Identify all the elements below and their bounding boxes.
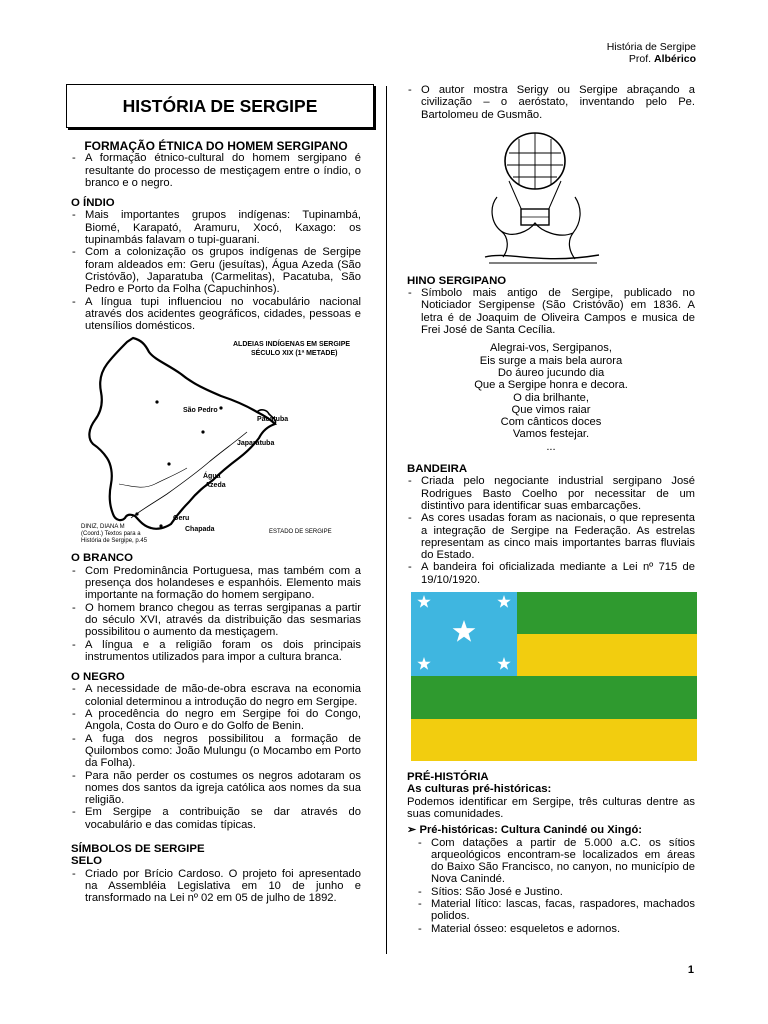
- page-title: HISTÓRIA DE SERGIPE: [122, 96, 318, 116]
- section-heading-negro: O NEGRO: [71, 671, 125, 684]
- flag-graphic: [411, 592, 697, 761]
- bandeira-list: [407, 475, 695, 586]
- list-item: - As cores usadas foram as nacionais, o que representa a integração de Sergipe na Federação. As estrelas representam as cinco mais importantes barras fluviais do Estado.: [407, 512, 695, 561]
- list-item: - A língua e a religião foram os dois principais instrumentos utilizados para impor a cultura branca.: [71, 639, 361, 664]
- seal-illustration: [479, 127, 609, 269]
- verse-line: Vamos festejar.: [512, 428, 590, 441]
- map-label-agua: Água: [203, 473, 221, 481]
- flag-stripe-yellow: [411, 719, 697, 761]
- page-number: 1: [687, 964, 694, 976]
- list-item: - Criada pelo negociante industrial sergipano José Rodrigues Basto Coelho por necessitar de um distintivo para identificar suas embarcações.: [407, 475, 695, 512]
- village-dot: [135, 513, 138, 516]
- list-item: - Com datações a partir de 5.000 a.C. os sítios arqueológicos encontram-se localizados em áreas do Baixo São Francisco, no canyon, no município de Nova Canindé.: [407, 837, 695, 886]
- verse-line: Que a Sergipe honra e decora.: [474, 379, 628, 392]
- list-item: - Criado por Brício Cardoso. O projeto foi apresentado na Assembléia Legislativa em 10 de junho e transformado na Lei nº 02 em 05 de julho de 1892.: [71, 868, 361, 905]
- section-heading-formacao: FORMAÇÃO ÉTNICA DO HOMEM SERGIPANO: [84, 139, 348, 153]
- left-column: [71, 140, 361, 904]
- river-line: [131, 432, 247, 518]
- arrow-icon: ➢: [407, 824, 420, 837]
- list-item: - A procedência do negro em Sergipe foi do Congo, Angola, Costa do Ouro e do Golfo de Benin.: [71, 708, 361, 733]
- list-item: - Sítios: São José e Justino.: [407, 886, 695, 898]
- list-item: - O autor mostra Serigy ou Sergipe abraçando a civilização – o aeróstato, inventando pelo Pe. Bartolomeu de Gusmão.: [407, 84, 695, 121]
- subheading-culturas: As culturas pré-históricas:: [407, 783, 552, 796]
- selo-list: [71, 868, 361, 905]
- map-label-pacatuba: Pacatuba: [257, 416, 289, 424]
- right-column: [407, 84, 695, 935]
- subheading-caninde: [407, 824, 695, 836]
- list-item: - O homem branco chegou as terras sergipanas a partir do século XVI, através da distribuição das sesmarias possibilitou o aumento da mestiçagem.: [71, 602, 361, 639]
- list-item: - Com a colonização os grupos indígenas de Sergipe foram aldeados em: Geru (jesuítas), Água Azeda (São Cristóvão), Japaratuba (Carmelitas), Pacatuba, São Pedro e Porto da Folha (Capuchinhos).: [71, 246, 361, 295]
- column-divider: [386, 86, 387, 954]
- seal-graphic: [479, 127, 609, 269]
- prof-prefix: Prof.: [628, 53, 654, 65]
- list-item: - A fuga dos negros possibilitou a formação de Quilombos como: João Mulungu (o Mocambo em Porto da Folha).: [71, 733, 361, 770]
- list-item: - A necessidade de mão-de-obra escrava na economia colonial determinou a introdução do negro em Sergipe.: [71, 683, 361, 708]
- map-state-label: ESTADO DE SERGIPE: [269, 529, 332, 536]
- village-dot: [159, 525, 162, 528]
- section-heading-branco: O BRANCO: [71, 552, 134, 565]
- verse-line: O dia brilhante,: [513, 391, 589, 404]
- map-graphic: [71, 334, 371, 548]
- sergipe-flag: [411, 592, 697, 761]
- branco-list: [71, 565, 361, 663]
- verse-line: Com cânticos doces: [500, 416, 602, 429]
- map-credit-2: (Coord.) Textos para a: [81, 531, 141, 538]
- caninde-list: [407, 837, 695, 935]
- hino-list: [407, 287, 695, 336]
- section-heading-bandeira: BANDEIRA: [407, 463, 468, 476]
- prehistoria-intro: Podemos identificar em Sergipe, três culturas dentre as suas comunidades.: [407, 795, 695, 820]
- verse-line: Alegrai-vos, Sergipanos,: [490, 342, 612, 355]
- verse-ellipsis: ...: [546, 440, 556, 453]
- village-dot: [219, 407, 222, 410]
- verse-line: Do áureo jucundo dia: [497, 366, 605, 379]
- list-item: - A bandeira foi oficializada mediante a Lei nº 715 de 19/10/1920.: [407, 561, 695, 586]
- map-credit-1: DINIZ, DIANA M: [81, 524, 125, 531]
- map-label-geru: Geru: [173, 515, 190, 523]
- village-dot: [155, 401, 158, 404]
- list-item: - Material ósseo: esqueletos e adornos.: [407, 923, 695, 935]
- map-label-japaratuba: Japaratuba: [237, 440, 275, 448]
- indio-list: [71, 209, 361, 332]
- title-box: [66, 84, 374, 128]
- prof-name: Albérico: [653, 53, 696, 65]
- formacao-list: [71, 152, 361, 189]
- list-item: - Com Predominância Portuguesa, mas também com a presença dos holandeses e espanhóis. Elemento mais importante na formação do homem sergipano.: [71, 565, 361, 602]
- verse-line: Eis surge a mais bela aurora: [479, 354, 623, 367]
- map-title-2: SÉCULO XIX (1ª METADE): [251, 350, 338, 358]
- running-header-title: História de Sergipe: [606, 41, 696, 53]
- selo-continued-list: [407, 84, 695, 121]
- map-label-sao-pedro: São Pedro: [183, 407, 218, 415]
- map-credit-3: História de Sergipe, p.45: [81, 538, 148, 545]
- section-heading-selo: SELO: [71, 855, 103, 868]
- section-heading-hino: HINO SERGIPANO: [407, 274, 507, 287]
- river-line: [119, 468, 187, 487]
- sergipe-villages-map: [71, 334, 371, 548]
- anthem-verses: [407, 342, 695, 453]
- list-item: - Em Sergipe a contribuição se dar através do vocabulário e das comidas típicas.: [71, 806, 361, 831]
- caninde-heading-text: Pré-históricas: Cultura Canindé ou Xingó:: [419, 824, 643, 837]
- verse-line: Que vimos raiar: [511, 403, 591, 416]
- running-header-author: [629, 53, 696, 65]
- map-label-chapada: Chapada: [185, 526, 215, 534]
- village-dot: [167, 463, 170, 466]
- section-heading-indio: O ÍNDIO: [71, 197, 115, 210]
- list-item: - A formação étnico-cultural do homem sergipano é resultante do processo de mestiçagem entre o índio, o branco e o negro.: [71, 152, 361, 189]
- section-heading-prehistoria: PRÉ-HISTÓRIA: [407, 771, 489, 784]
- list-item: - Para não perder os costumes os negros adotaram os nomes dos santos da igreja católica aos nomes da sua religião.: [71, 770, 361, 807]
- flag-stripe-green: [411, 676, 697, 719]
- list-item: - A língua tupi influenciou no vocabulário nacional através dos acidentes geográficos, cidades, pessoas e utensílios domésticos.: [71, 296, 361, 333]
- list-item: - Mais importantes grupos indígenas: Tupinambá, Biomé, Karapató, Aramuru, Xocó, Kaxago: os tupinambás falavam o tupi-guarani.: [71, 209, 361, 246]
- map-title-1: ALDEIAS INDÍGENAS EM SERGIPE: [233, 341, 351, 349]
- village-dot: [201, 431, 204, 434]
- list-item: - Material lítico: lascas, facas, raspadores, machados polidos.: [407, 898, 695, 923]
- negro-list: [71, 683, 361, 831]
- list-item: - Símbolo mais antigo de Sergipe, publicado no Noticiador Sergipense (São Cristóvão) em 1836. A letra é de Joaquim de Oliveira Campos e musica de Frei José de Santa Cecília.: [407, 287, 695, 336]
- state-outline: [89, 338, 275, 529]
- section-heading-simbolos: SÍMBOLOS DE SERGIPE: [71, 842, 205, 855]
- map-label-azeda: Azeda: [205, 482, 226, 490]
